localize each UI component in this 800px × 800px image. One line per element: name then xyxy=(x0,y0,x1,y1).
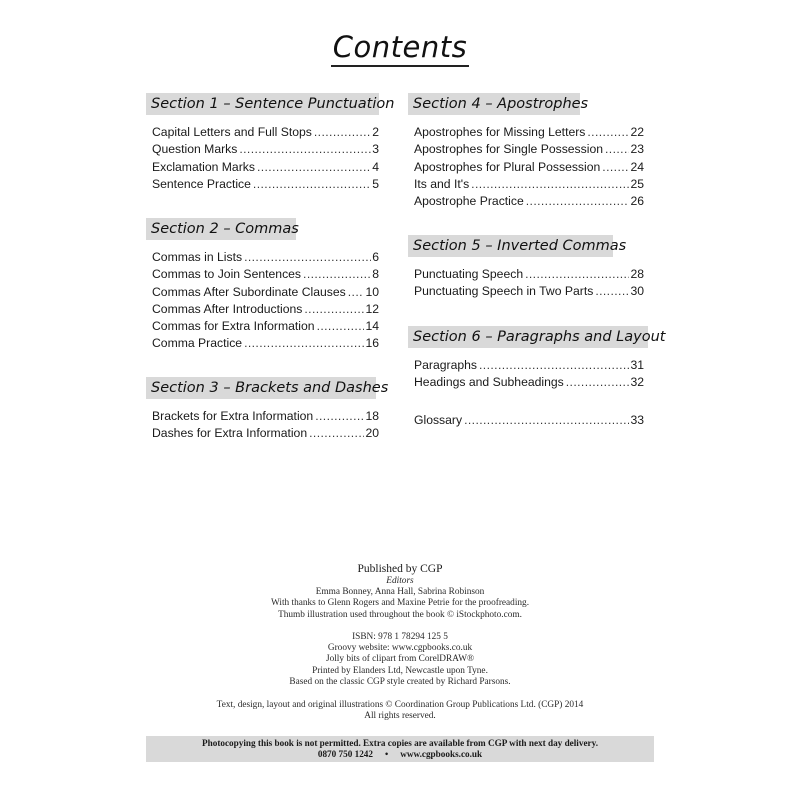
entry-page: 25 xyxy=(630,176,644,191)
section-6 xyxy=(408,326,666,392)
section-2 xyxy=(146,218,379,353)
toc-entry[interactable] xyxy=(414,374,644,391)
dot-leader xyxy=(244,335,364,352)
thumb-credit: Thumb illustration used throughout the book © iStockphoto.com. xyxy=(278,609,522,620)
dot-leader xyxy=(253,176,371,193)
toc-entry[interactable] xyxy=(152,284,379,301)
toc-entry[interactable] xyxy=(152,176,379,193)
toc-entry[interactable] xyxy=(152,335,379,352)
dot-leader xyxy=(304,301,364,318)
entry-page: 14 xyxy=(365,319,379,334)
section-4 xyxy=(408,93,646,210)
entry-page: 3 xyxy=(372,142,379,157)
entry-page: 4 xyxy=(372,159,379,174)
toc-entry[interactable] xyxy=(414,141,644,158)
dot-leader xyxy=(303,266,371,283)
entry-title: Commas in Lists xyxy=(152,250,243,264)
entry-page: 22 xyxy=(630,125,644,139)
proofreading-thanks: With thanks to Glenn Rogers and Maxine Petrie for the proofreading. xyxy=(270,598,530,609)
page-title-text: Contents xyxy=(331,30,469,67)
dot-leader xyxy=(525,266,629,283)
entry-title: Apostrophes for Single Possession xyxy=(414,142,604,157)
entry-page: 6 xyxy=(372,250,379,264)
dot-leader xyxy=(244,249,371,266)
entry-page: 5 xyxy=(372,176,379,191)
toc-entry-glossary[interactable] xyxy=(414,412,644,429)
entry-title: Apostrophe Practice xyxy=(414,194,524,209)
section-5 xyxy=(408,235,646,301)
dot-leader xyxy=(587,124,629,141)
entry-title: Apostrophes for Plural Possession xyxy=(414,159,601,174)
contact-line xyxy=(146,749,654,760)
toc-entry[interactable] xyxy=(414,357,644,374)
editors-names: Emma Bonney, Anna Hall, Sabrina Robinson xyxy=(315,587,485,598)
entry-title: Punctuating Speech in Two Parts xyxy=(414,284,594,299)
entry-page: 31 xyxy=(630,358,644,372)
dot-leader xyxy=(479,357,629,374)
entry-title: Capital Letters and Full Stops xyxy=(152,125,312,139)
entry-page: 8 xyxy=(372,267,379,282)
toc-entry[interactable] xyxy=(152,408,379,425)
photocopy-notice: Photocopying this book is not permitted. Extra copies are available from CGP with next day delivery. xyxy=(202,738,598,748)
photocopy-notice-box xyxy=(146,736,654,762)
entry-title: Question Marks xyxy=(152,142,238,157)
printer-credit: Printed by Elanders Ltd, Newcastle upon Tyne. xyxy=(312,665,488,676)
entry-title: Commas After Introductions xyxy=(152,301,303,316)
toc-entry[interactable] xyxy=(414,266,644,283)
website-line: Groovy website: www.cgpbooks.co.uk xyxy=(327,643,473,654)
section-heading: Section 5 – Inverted Commas xyxy=(408,235,613,257)
dot-leader xyxy=(602,159,629,176)
toc-entry[interactable] xyxy=(152,318,379,335)
entry-title: Paragraphs xyxy=(414,358,478,372)
entry-page: 10 xyxy=(365,284,379,299)
dot-leader xyxy=(257,159,371,176)
entry-title: Headings and Subheadings xyxy=(414,375,564,390)
entry-page: 24 xyxy=(630,159,644,174)
toc-entry[interactable] xyxy=(414,283,644,300)
entry-page: 32 xyxy=(630,375,644,390)
entry-title: Exclamation Marks xyxy=(152,159,255,174)
dot-leader xyxy=(348,284,365,301)
dot-leader xyxy=(239,141,371,158)
dot-leader xyxy=(464,412,629,429)
published-by: Published by CGP xyxy=(357,563,443,575)
footer-url[interactable]: www.cgpbooks.co.uk xyxy=(400,749,483,759)
toc-entry[interactable] xyxy=(414,124,644,141)
entry-page: 16 xyxy=(365,336,379,351)
page-title xyxy=(0,30,800,64)
rights-reserved: All rights reserved. xyxy=(364,711,436,722)
dot-leader xyxy=(526,193,630,210)
section-3 xyxy=(146,377,389,443)
entry-page: 26 xyxy=(630,194,644,209)
toc-entry[interactable] xyxy=(414,159,644,176)
toc-entry[interactable] xyxy=(152,249,379,266)
toc-entry[interactable] xyxy=(152,266,379,283)
isbn: ISBN: 978 1 78294 125 5 xyxy=(352,632,448,642)
entry-title: Apostrophes for Missing Letters xyxy=(414,125,586,139)
bullet-separator: • xyxy=(384,749,389,759)
dot-leader xyxy=(605,141,629,158)
section-heading: Section 3 – Brackets and Dashes xyxy=(146,377,376,399)
entry-page: 20 xyxy=(365,426,379,441)
dot-leader xyxy=(566,374,630,391)
entry-page: 33 xyxy=(630,413,644,427)
clipart-credit: Jolly bits of clipart from CorelDRAW® xyxy=(325,654,475,665)
dot-leader xyxy=(317,318,365,335)
entry-page: 30 xyxy=(630,284,644,299)
toc-entry[interactable] xyxy=(414,193,644,210)
toc-entry[interactable] xyxy=(152,301,379,318)
entry-page: 18 xyxy=(365,409,379,423)
section-heading: Section 6 – Paragraphs and Layout xyxy=(408,326,648,348)
entry-title: Commas After Subordinate Clauses xyxy=(152,284,346,299)
dot-leader xyxy=(595,283,629,300)
editors-label: Editors xyxy=(386,576,414,586)
entry-title: Punctuating Speech xyxy=(414,267,524,281)
entry-title: Its and It's xyxy=(414,176,470,191)
dot-leader xyxy=(309,425,364,442)
entry-title: Glossary xyxy=(414,413,463,427)
imprint-details xyxy=(0,632,800,688)
toc-entry[interactable] xyxy=(152,141,379,158)
imprint-copyright xyxy=(0,700,800,722)
section-1 xyxy=(146,93,395,193)
toc-entry[interactable] xyxy=(152,159,379,176)
imprint-credits xyxy=(0,562,800,621)
entry-title: Sentence Practice xyxy=(152,176,251,191)
dot-leader xyxy=(315,408,364,425)
entry-page: 12 xyxy=(365,301,379,316)
entry-title: Dashes for Extra Information xyxy=(152,426,308,441)
entry-title: Comma Practice xyxy=(152,336,243,351)
dot-leader xyxy=(471,176,629,193)
glossary-entry-wrapper xyxy=(414,412,644,429)
toc-entry[interactable] xyxy=(152,425,379,442)
entry-page: 23 xyxy=(630,142,644,157)
section-heading: Section 1 – Sentence Punctuation xyxy=(146,93,379,115)
entry-title: Commas to Join Sentences xyxy=(152,267,302,282)
entry-title: Commas for Extra Information xyxy=(152,319,315,334)
section-heading: Section 2 – Commas xyxy=(146,218,296,240)
entry-title: Brackets for Extra Information xyxy=(152,409,314,423)
toc-entry[interactable] xyxy=(414,176,644,193)
style-credit: Based on the classic CGP style created by Richard Parsons. xyxy=(289,676,511,687)
entry-page: 28 xyxy=(630,267,644,281)
phone-number: 0870 750 1242 xyxy=(317,749,373,759)
section-heading: Section 4 – Apostrophes xyxy=(408,93,580,115)
entry-page: 2 xyxy=(372,125,379,139)
toc-entry[interactable] xyxy=(152,124,379,141)
dot-leader xyxy=(314,124,371,141)
copyright-line: Text, design, layout and original illustrations © Coordination Group Publications Ltd. (CGP) 2014 xyxy=(216,700,584,710)
